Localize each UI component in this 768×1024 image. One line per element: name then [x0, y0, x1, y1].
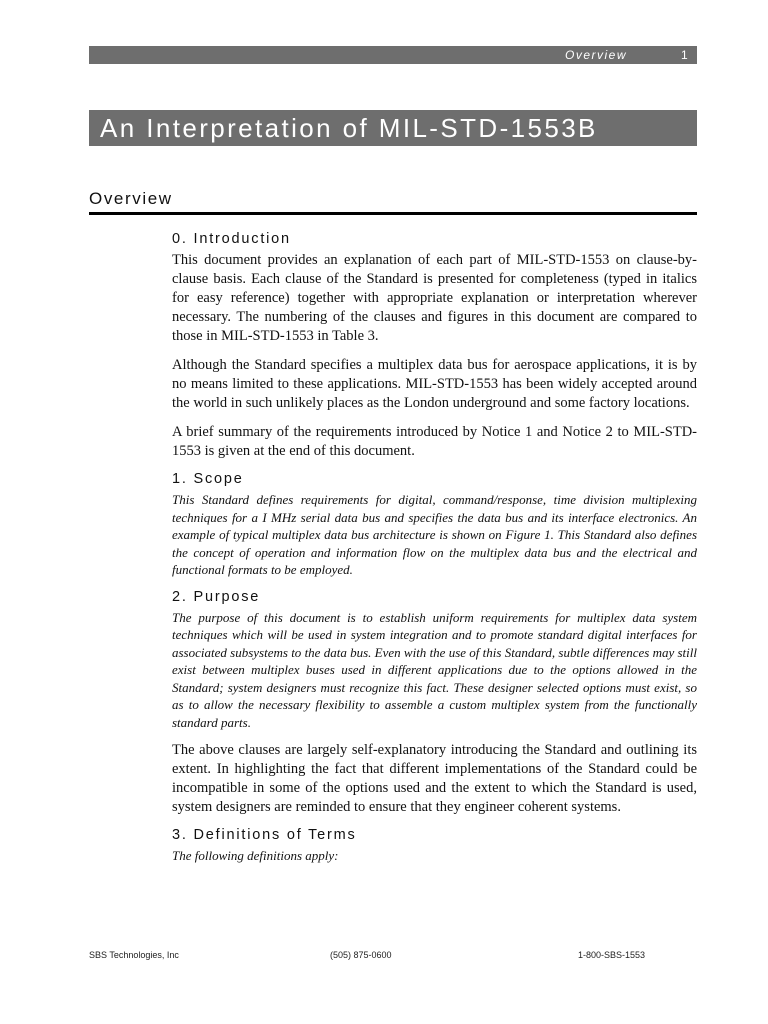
page-number: 1 — [681, 48, 688, 62]
running-header — [89, 46, 697, 64]
section-purpose — [172, 589, 697, 818]
document-title: An Interpretation of MIL-STD-1553B — [100, 113, 598, 143]
standard-clause-text: The purpose of this document is to establish uniform requirements for multiplex data system techniques which will be used in system integration and to promote standard digital interfaces for associated subsystems to the data bus. Even with the use of this Standard, subtle differences may still exist between multiplex buses used in different applications due to the options allowed in the Standard; system designers must recognize this fact. These designer selected options must exist, so as to allow the necessary flexibility to assemble a custom multiplex system from the functionally standard parts. — [172, 609, 697, 730]
footer-tollfree: 1-800-SBS-1553 — [578, 950, 646, 960]
standard-clause-text: The following definitions apply: — [172, 848, 339, 863]
body-content — [172, 231, 697, 875]
section-heading: 2. Purpose — [172, 588, 261, 605]
header-section-label: Overview — [565, 48, 628, 62]
section-definitions — [172, 827, 697, 865]
footer-phone: (505) 875-0600 — [330, 950, 392, 960]
title-banner — [89, 110, 697, 146]
section-heading: 1. Scope — [172, 471, 244, 487]
section-heading: 0. Introduction — [172, 231, 291, 247]
paragraph: Although the Standard specifies a multiplex data bus for aerospace applications, it is by no means limited to these applications. MIL-STD-1553 has been widely accepted around the world in such unlikely places as the London underground and some factory locations. — [172, 357, 697, 411]
footer-company: SBS Technologies, Inc — [89, 950, 179, 960]
paragraph: The above clauses are largely self-explanatory introducing the Standard and outlining its extent. In highlighting the fact that different implementations of the Standard could be incompatible in some of the options used and the extent to which the Standard is used, system designers are reminded to ensure that they engineer coherent systems. — [172, 742, 697, 815]
section-scope — [172, 471, 697, 579]
paragraph: A brief summary of the requirements introduced by Notice 1 and Notice 2 to MIL-STD-1553 is given at the end of this document. — [172, 424, 697, 459]
standard-clause-text: This Standard defines requirements for digital, command/response, time division multiplexing techniques for a I MHz serial data bus and specifies the data bus and its interface electronics. An example of typical multiplex data bus architecture is shown on Figure 1. This Standard also defines the concept of operation and information flow on the multiplex data bus and the electrical and functional formats to be employed. — [172, 492, 697, 577]
heading-rule — [89, 212, 697, 215]
section-heading: 3. Definitions of Terms — [172, 827, 357, 843]
paragraph: This document provides an explanation of each part of MIL-STD-1553 on clause-by-clause basis. Each clause of the Standard is presented for completeness (typed in italics for easy reference) together with appropriate explanation or interpretation wherever necessary. The numbering of the clauses and figures in this document are compared to those in MIL-STD-1553 in Table 3. — [172, 252, 697, 344]
chapter-heading: Overview — [89, 189, 173, 208]
section-introduction — [172, 231, 697, 461]
